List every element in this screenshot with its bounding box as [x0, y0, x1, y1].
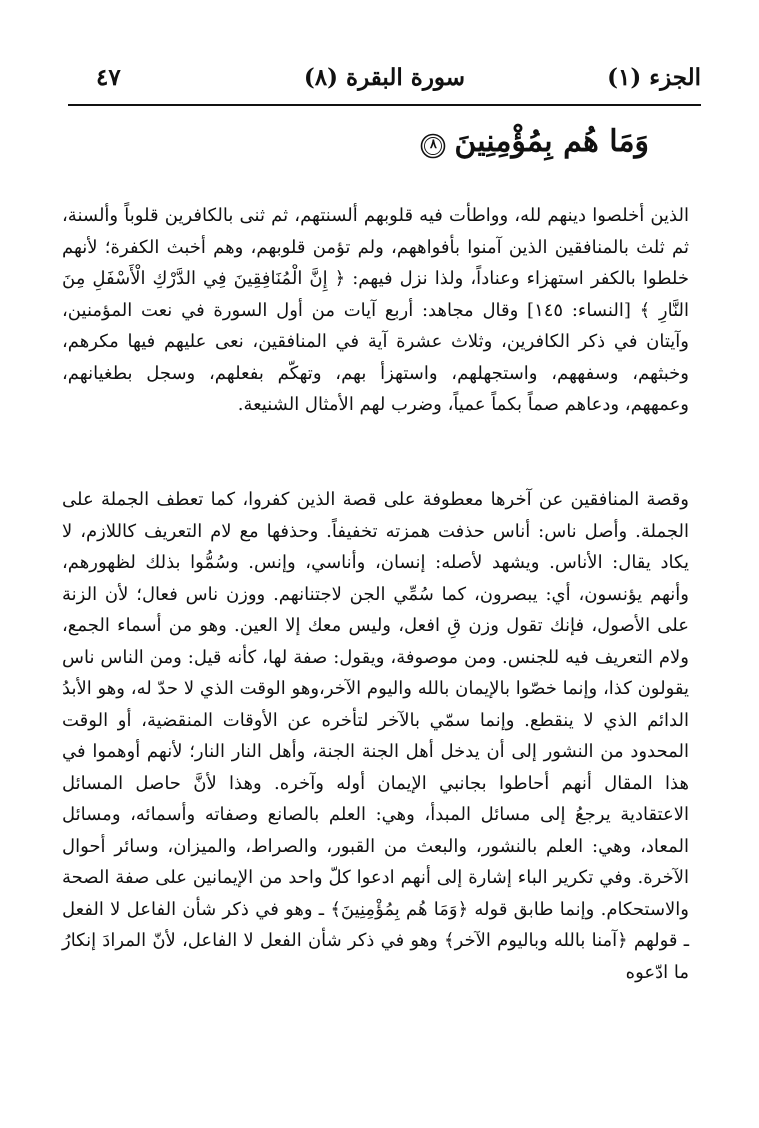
commentary-paragraph-1: الذين أخلصوا دينهم لله، وواطأت فيه قلوبهم ألسنتهم، ثم ثنى بالكافرين قلوباً وألسنة، ثم ثلث بالمنافقين الذين آمنوا بأفواههم، ولم تؤمن قلوبهم، وهم أخبث الكفرة؛ لأنهم خلطوا بالكفر استهزاء وعناداً، ولذا نزل فيهم: ﴿ إِنَّ الْمُنَافِقِينَ فِي الدَّرْكِ الْأَسْفَلِ مِنَ النَّارِ ﴾ [النساء: ١٤٥] وقال مجاهد: أربع آيات من أول السورة في نعت المؤمنين، وآيتان في ذكر الكافرين، وثلاث عشرة آية في المنافقين، نعى عليهم فيها مكرهم، وخبثهم، وسفههم، واستجهلهم، واستهزأ بهم، وتهكّم بفعلهم، وسجل بطغيانهم، وعمههم، ودعاهم صماً بكماً عمياً، وضرب لهم الأمثال الشنيعة.	[62, 205, 689, 415]
verse-heading	[429, 124, 649, 159]
verse-heading-text: وَمَا هُم بِمُؤْمِنِينَ	[454, 124, 649, 159]
header-rule	[68, 104, 701, 106]
surah-title: سورة البقرة (٨)	[303, 64, 466, 91]
page-number: ٤٧	[96, 64, 121, 91]
juz-label: الجزء (١)	[607, 64, 701, 91]
ayah-number: ٨	[429, 137, 437, 152]
commentary-paragraph-2: وقصة المنافقين عن آخرها معطوفة على قصة الذين كفروا، كما تعطف الجملة على الجملة. وأصل ناس: أناس حذفت همزته تخفيفاً. وحذفها مع لام التعريف كاللازم، لا يكاد يقال: الأناس. ويشهد لأصله: إنسان، وأناسي، وإنس. وسُمُّوا بذلك لظهورهم، وأنهم يؤنسون، أي: يبصرون، كما سُمِّي الجن لاجتنانهم. ووزن ناس فعال؛ لأن الزنة على الأصول، فإنك تقول وزن قِ افعل، وليس معك إلا العين. وهو من أسماء الجمع، ولام التعريف فيه للجنس. ومن موصوفة، ويقول: صفة لها، كأنه قيل: ومن الناس ناس يقولون كذا، وإنما خصّوا بالإيمان بالله واليوم الآخر،وهو الوقت الذي لا حدّ له، وهو الأبدُ الدائم الذي لا ينقطع. وإنما سمّي بالآخر لتأخره عن الأوقات المنقضية، أو الوقت المحدود من النشور إلى أن يدخل أهل الجنة الجنة، وأهل النار النار؛ لأنهم أوهموا في هذا المقال أنهم أحاطوا بجانبي الإيمان أوله وآخره. وهذا لأنَّ حاصل المسائل الاعتقادية يرجعُ إلى مسائل المبدأ، وهي: العلم بالصانع وصفاته وأسمائه، ومسائل المعاد، وهي: العلم بالنشور، والبعث من القبور، والصراط، والميزان، وسائر أحوال الآخرة. وفي تكرير الباء إشارة إلى أنهم ادعوا كلّ واحد من الإيمانين على صفة الصحة والاستحكام. وإنما طابق قوله ﴿وَمَا هُم بِمُؤْمِنِينَ﴾ ـ وهو في ذكر شأن الفاعل لا الفعل ـ قولهم ﴿آمنا بالله وباليوم الآخر﴾ وهو في ذكر شأن الفعل لا الفاعل، لأنّ المرادَ إنكارُ ما ادّعوه	[62, 489, 689, 983]
ayah-marker-icon	[420, 132, 446, 158]
page-header	[68, 60, 701, 100]
